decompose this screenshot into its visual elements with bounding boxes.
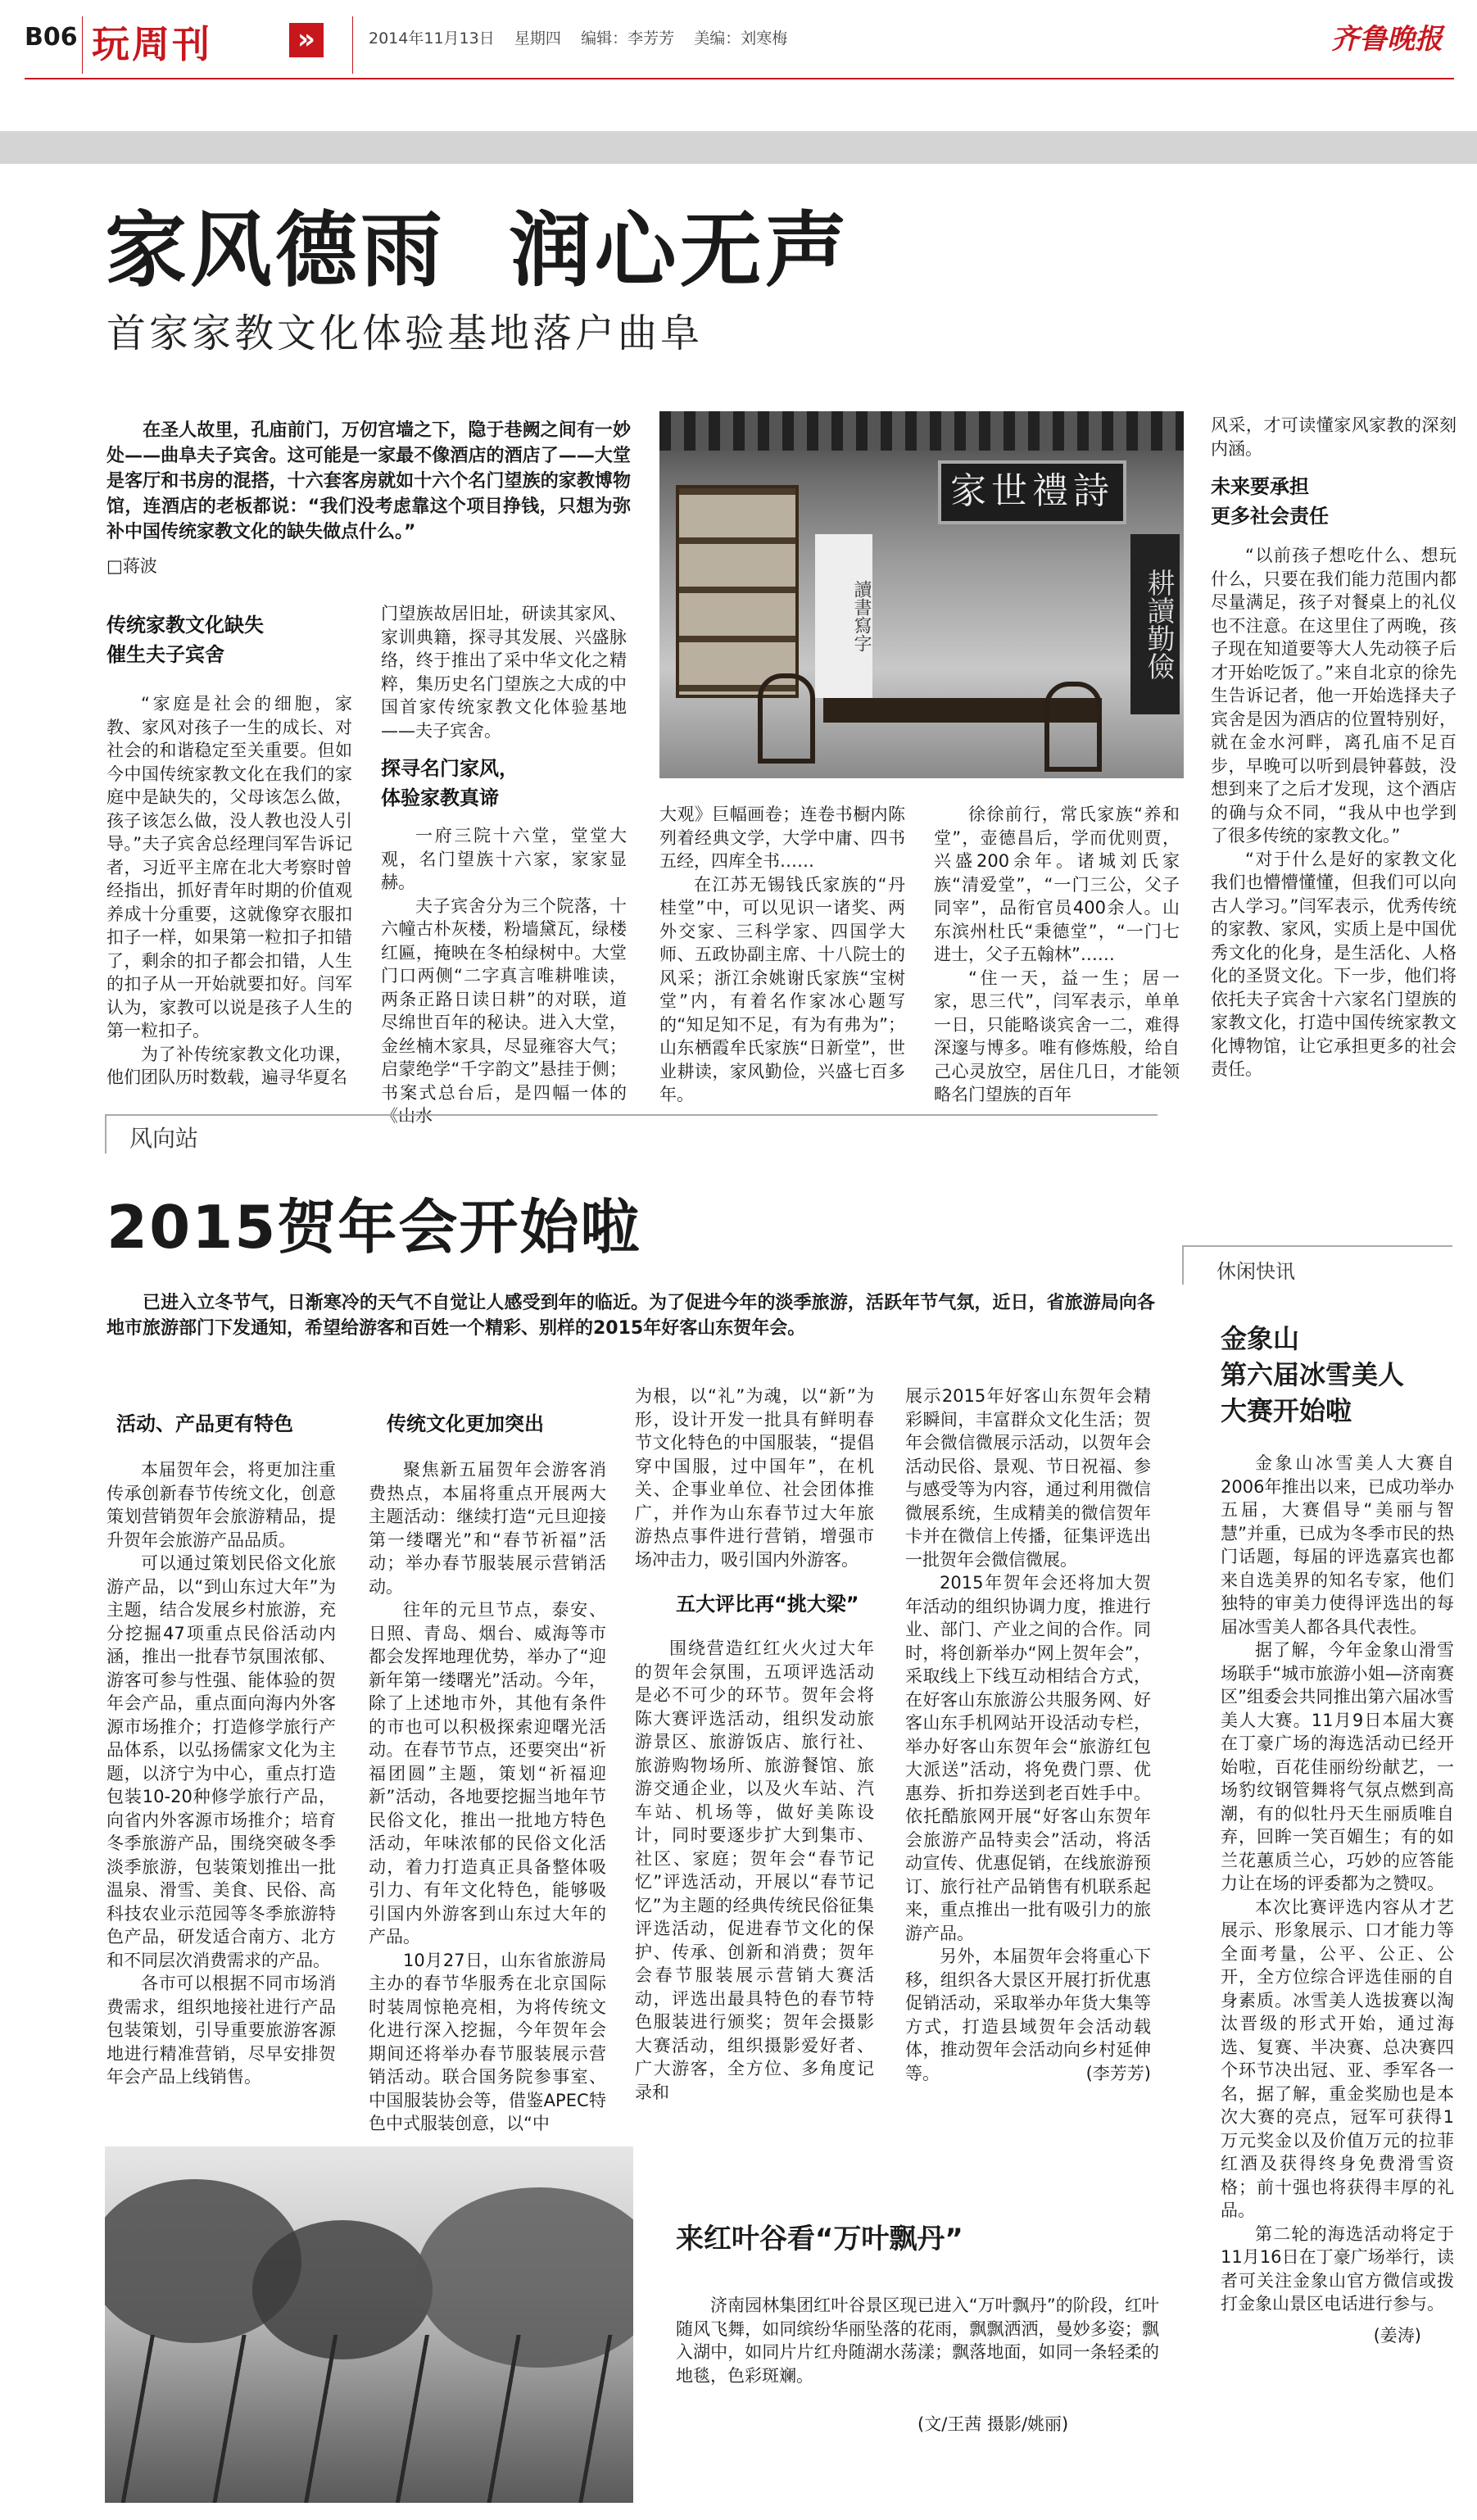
news-label-box <box>105 1114 1158 1153</box>
news-col2-paragraph: 聚焦新五届贺年会游客消费热点，本届将重点开展两大主题活动：继续打造“元旦迎接第一缕曙光”和“春节祈福”活动；举办春节服装展示营销活动。 <box>369 1460 606 1597</box>
issue-weekday: 星期四 <box>514 29 561 48</box>
lead-col3-paragraph: 大观》巨幅画卷；连卷书橱内陈列着经典文学，大学中庸、四书五经，四库全书…… <box>659 804 905 871</box>
sidebar-label-box <box>1182 1245 1452 1285</box>
news-title: 2015贺年会开始啦 <box>106 1193 641 1262</box>
news-label: 风向站 <box>129 1125 199 1152</box>
lead-column-1 <box>106 610 352 1090</box>
issue-date: 2014年11月13日 <box>369 29 495 48</box>
lead-byline: □蒋波 <box>106 556 157 576</box>
news-subhead-2: 传统文化更加突出 <box>387 1412 544 1435</box>
news-intro: 已进入立冬节气，日渐寒冷的天气不自觉让人感受到年的临近。为了促进今年的淡季旅游，活跃年节气氛，近日，省旅游局向各地市旅游部门下发通知，希望给游客和百姓一个精彩、别样的2015年好客山东贺年会。 <box>106 1293 1155 1339</box>
sidebar-byline: (姜涛) <box>1373 2325 1421 2346</box>
page-number: B06 <box>25 23 78 52</box>
photo-wall-plaque: 家世禮詩 <box>938 460 1126 524</box>
editor-credit: 编辑：李芳芳 <box>581 29 675 48</box>
lead-column-3 <box>659 803 905 1107</box>
lead-intro: 在圣人故里，孔庙前门，万仞宫墙之下，隐于巷阙之间有一妙处——曲阜夫子宾舍。这可能是一家最不像酒店的酒店了——大堂是客厅和书房的混搭，十六套客房就如十六个名门望族的家教博物馆，连酒店的老板都说：“我们没考虑靠这个项目挣钱，只想为弥补中国传统家教文化的缺失做点什么。” <box>106 420 631 542</box>
lead-subhead-2: 探寻名门家风， 体验家教真谛 <box>381 757 519 809</box>
sidebar-paragraph: 据了解，今年金象山滑雪场联手“城市旅游小姐—济南赛区”组委会共同推出第六届冰雪美人大赛。11月9日本届大赛在丁豪广场的海选活动已经开始啦，百花佳丽纷纷献艺，一场豹纹钢管舞将气氛点燃到高潮，有的似牡丹天生丽质唯自弃，回眸一笑百媚生；有的如兰花蕙质兰心，巧妙的应答能力让在场的评委都为之赞叹。 <box>1221 1640 1454 1893</box>
lead-column-5 <box>1211 414 1457 1081</box>
lead-subtitle: 首家家教文化体验基地落户曲阜 <box>106 310 704 356</box>
news-col1-paragraph: 各市可以根据不同市场消费需求，组织地接社进行产品包装策划，引导重要旅游客源地进行精准营销，尽早安排贺年会产品上线销售。 <box>106 1974 336 2087</box>
news-byline: (李芳芳) <box>1085 2064 1151 2083</box>
photo-couplet-right: 耕讀勤儉 <box>1130 534 1180 714</box>
lead-col4-paragraph: 徐徐前行，常氏家族“养和堂”，壶德昌后，学而优则贾，兴盛200余年。诸城刘氏家族“清爱堂”，“一门三公，父子同宰”，品衔官员400余人。山东滨州杜氏“秉德堂”，“一门七进士，父子五翰林”…… <box>934 804 1180 964</box>
lead-col5-paragraph: 风采，才可读懂家风家教的深刻内涵。 <box>1211 415 1457 459</box>
news-column-1 <box>106 1409 336 2089</box>
photo-bookshelf <box>676 485 799 698</box>
lead-col5-paragraph: “对于什么是好的家教文化我们也懵懵懂懂，但我们可以向古人学习。”闫军表示，优秀传统的家教、家风，实质上是中国优秀文化的化身，是生活化、人格化的圣贤文化。下一步，他们将依托夫子宾舍十六家名门望族的家教文化，打造中国传统家教文化博物馆，让它承担更多的社会责任。 <box>1211 849 1457 1079</box>
header-rule <box>25 78 1454 79</box>
header-meta <box>369 26 787 48</box>
sidebar-label: 休闲快讯 <box>1216 1260 1295 1283</box>
news-col4-paragraph: 另外，本届贺年会将重心下移，组织各大景区开展打折优惠促销活动，采取举办年货大集等方式，打造县域贺年会活动载体，推动贺年会活动向乡村延伸等。 <box>905 1947 1151 2083</box>
news-column-2 <box>369 1409 606 2136</box>
lead-col2-paragraph: 夫子宾舍分为三个院落，十六幢古朴灰楼，粉墙黛瓦，绿楼红匾，掩映在冬柏绿树中。大堂门口两侧“二字真言唯耕唯读，两条正路日读日耕”的对联，道尽绵世百年的秘诀。进入大堂，金丝楠木家具，尽显雍容大气；启蒙绝学“千字韵文”悬挂于侧；书案式总台后，是四幅一体的《山水 <box>381 895 627 1126</box>
lead-col2-paragraph: 门望族故居旧址，研读其家风、家训典籍，探寻其发展、兴盛脉络，终于推出了采中华文化之精粹，集历史名门望族之大成的中国首家传统家教文化体验基地——夫子宾舍。 <box>381 604 627 741</box>
sidebar-paragraph: 金象山冰雪美人大赛自2006年推出以来，已成功举办五届，大赛倡导“美丽与智慧”并重，已成为冬季市民的热门话题，每届的评选嘉宾也都来自选美界的知名专家，他们独特的审美力使得评选出的每届冰雪美人都各具代表性。 <box>1221 1453 1454 1637</box>
photo-chair-right <box>1044 682 1102 772</box>
news-col2-paragraph: 往年的元旦节点，泰安、日照、青岛、烟台、威海等市都会发挥地理优势，举办了“迎新年第一缕曙光”活动。今年，除了上述地市外，其他有条件的市也可以积极探索迎曙光活动。在春节节点，还要突出“祈福团圆”主题，策划“祈福迎新”活动，各地要挖掘当地年节民俗文化，推出一批地方特色活动，年味浓郁的民俗文化活动，着力打造真正具备整体吸引力、有年文化特色，能够吸引国内外游客到山东过大年的产品。 <box>369 1600 606 1947</box>
lead-subhead-1: 传统家教文化缺失 催生夫子宾舍 <box>106 614 264 666</box>
photo-ceiling-beams <box>659 411 1184 451</box>
lead-col5-paragraph: “以前孩子想吃什么、想玩什么，只要在我们能力范围内都尽量满足，孩子对餐桌上的礼仪也不注意。在这里住了两晚，孩子现在知道要等大人先动筷子后才开始吃饭了。”来自北京的徐先生告诉记者，他一开始选择夫子宾舍是因为酒店的位置特别好，就在金水河畔，离孔庙不足百步，早晚可以听到晨钟暮鼓，没想到来了之后才发现，这个酒店的确与众不同，“我从中也学到了很多传统的家教文化。” <box>1211 546 1457 845</box>
lead-col1-paragraph: “家庭是社会的细胞，家教、家风对孩子一生的成长、对社会的和谐稳定至关重要。但如今中国传统家教文化在我们的家庭中是缺失的，父母该怎么做，孩子该怎么做，没人教也没人引导。”夫子宾舍总经理闫军告诉记者，习近平主席在北大考察时曾经指出，抓好青年时期的价值观养成十分重要，这就像穿衣服扣扣子一样，如果第一粒扣子扣错了，剩余的扣子都会扣错，人生的扣子从一开始就要扣好。闫军认为，家教可以说是孩子人生的第一粒扣子。 <box>106 694 352 1040</box>
news-col4-paragraph: 展示2015年好客山东贺年会精彩瞬间，丰富群众文化生活；贺年会微信微展示活动，以贺年会活动民俗、景观、节日祝福、参与感受等为内容，通过利用微信微展系统，生成精美的微信贺年卡并在微信上传播，征集评选出一批贺年会微信微展。 <box>905 1386 1151 1570</box>
feature-credit: (文/王茜 摄影/姚丽) <box>917 2414 1069 2434</box>
header-divider-2 <box>352 16 353 74</box>
designer-credit: 美编：刘寒梅 <box>694 29 788 48</box>
sidebar-paragraph: 本次比赛评选内容从才艺展示、形象展示、口才能力等全面考量，公平、公正、公开，全方位综合评选佳丽的自身素质。冰雪美人选拔赛以淘汰晋级的形式开始，通过海选、复赛、半决赛、总决赛四个环节决出冠、亚、季军各一名，据了解，重金奖励也是本次大赛的亮点，冠军可获得1万元奖金以及价值万元的拉菲红酒及获得终身免费滑雪资格；前十强也将获得丰厚的礼品。 <box>1221 1897 1454 2220</box>
page-header <box>0 0 1477 82</box>
lead-subhead-3: 未来要承担 更多社会责任 <box>1211 475 1329 528</box>
sidebar-title: 金象山 第六届冰雪美人 大赛开始啦 <box>1221 1323 1405 1426</box>
news-subhead-1: 活动、产品更有特色 <box>116 1412 293 1435</box>
photo-tree-trunks <box>105 2335 633 2503</box>
news-column-4 <box>905 1385 1151 2085</box>
photo-scroll-panel: 讀書寫字 <box>815 534 872 698</box>
title-band <box>0 131 1477 164</box>
news-col2-paragraph: 10月27日，山东省旅游局主办的春节华服秀在北京国际时装周惊艳亮相，为将传统文化进行深入挖掘，今年贺年会期间还将举办春节服装展示营销活动。联合国务院参事室、中国服装协会等，借鉴APEC特色中式服装创意，以“中 <box>369 1950 606 2133</box>
lead-column-4 <box>934 803 1180 1107</box>
lead-col2-paragraph: 一府三院十六堂，堂堂大观，名门望族十六家，家家显赫。 <box>381 826 627 892</box>
lead-col3-paragraph: 在江苏无锡钱氏家族的“丹桂堂”中，可以见识一诸奖、两外交家、三科学家、四国学大师、五政协副主席、十八院士的风采；浙江余姚谢氏家族“宝树堂”内，有着名作家冰心题写的“知足知不足，有为有弗为”；山东栖霞牟氏家族“日新堂”，世业耕读，家风勤俭，兴盛七百多年。 <box>659 874 905 1104</box>
newspaper-logo: 齐鲁晚报 <box>1331 23 1443 56</box>
photo-chair-left <box>758 673 815 764</box>
news-column-3 <box>635 1385 874 2104</box>
news-col3-paragraph: 为根，以“礼”为魂，以“新”为形，设计开发一批具有鲜明春节文化特色的中国服装，“提倡穿中国服，过中国年”，在机关、企事业单位、社会团体推广，并作为山东春节过大年旅游热点事件进行营销，增强市场冲击力，吸引国内外游客。 <box>635 1386 874 1570</box>
lead-column-2 <box>381 602 627 1128</box>
chevron-right-icon: » <box>289 23 324 57</box>
feature-title: 来红叶谷看“万叶飘丹” <box>676 2223 963 2255</box>
sidebar-paragraph: 第二轮的海选活动将定于11月16日在丁豪广场举行，读者可关注金象山官方微信或拨打金象山景区电话进行参与。 <box>1221 2223 1454 2314</box>
news-col3-paragraph: 围绕营造红红火火过大年的贺年会氛围，五项评选活动是必不可少的环节。贺年会将陈大赛评选活动，组织发动旅游景区、旅游饭店、旅行社、旅游购物场所、旅游餐馆、旅游交通企业，以及火车站、汽车站、机场等，做好美陈设计，同时要逐步扩大到集市、社区、家庭；贺年会“春节记忆”评选活动，开展以“春节记忆”为主题的经典传统民俗征集评选活动，促进春节文化的保护、传承、创新和消费；贺年会春节服装展示营销大赛活动，评选出最具特色的春节特色服装进行颁奖；贺年会摄影大赛活动，组织摄影爱好者、广大游客，全方位、多角度记录和 <box>635 1638 874 2102</box>
news-col1-paragraph: 本届贺年会，将更加注重传承创新春节传统文化，创意策划营销贺年会旅游精品，提升贺年会旅游产品品质。 <box>106 1460 336 1550</box>
feature-body: 济南园林集团红叶谷景区现已进入“万叶飘丹”的阶段，红叶随风飞舞，如同缤纷华丽坠落的花雨，飘飘洒洒，曼妙多姿；飘入湖中，如同片片红舟随湖水荡漾；飘落地面，如同一条轻柔的地毯，色彩斑斓。 <box>676 2296 1159 2386</box>
news-subhead-3: 五大评比再“挑大梁” <box>676 1593 859 1616</box>
section-title: 玩周刊 <box>92 22 212 66</box>
red-leaf-valley-photo <box>105 2146 633 2503</box>
news-col1-paragraph: 可以通过策划民俗文化旅游产品，以“到山东过大年”为主题，结合发展乡村旅游，充分挖掘47项重点民俗活动内涵，推出一批春节氛围浓郁、游客可参与性强、能体验的贺年会产品，重点面向海内外客源市场推介；打造修学旅行产品体系，以弘扬儒家文化为主题，以济宁为中心，重点打造包装10-20种修学旅行产品，向省内外客源市场推介；培育冬季旅游产品，围绕突破冬季淡季旅游，包装策划推出一批温泉、滑雪、美食、民俗、高科技农业示范园等冬季旅游特色产品，研发适合南方、北方和不同层次消费需求的产品。 <box>106 1553 336 1970</box>
lead-col4-paragraph: “住一天，益一生；居一家，思三代”，闫军表示，单单一日，只能略谈宾舍一二，难得深邃与博多。唯有修炼般，给自己心灵放空，居住几日，才能领略名门望族的百年 <box>934 968 1180 1104</box>
news-col4-paragraph: 2015年贺年会还将加大贺年活动的组织协调力度，推进行业、部门、产业之间的合作。同时，将创新举办“网上贺年会”，采取线上下线互动相结合方式，在好客山东旅游公共服务网、好客山东手机网站开设活动专栏，举办好客山东贺年会“旅游红包大派送”活动，将免费门票、优惠券、折扣券送到老百姓手中。依托酷旅网开展“好客山东贺年会旅游产品特卖会”活动，将活动宣传、优惠促销，在线旅游预订、旅行社产品销售有机联系起来，重点推出一批有吸引力的旅游产品。 <box>905 1573 1151 1943</box>
lead-title: 家风德雨 润心无声 <box>105 202 850 298</box>
hotel-lobby-photo <box>659 411 1184 778</box>
header-divider-1 <box>82 16 83 74</box>
sidebar-body <box>1221 1452 1454 2347</box>
lead-col1-paragraph: 为了补传统家教文化功课，他们团队历时数载，遍寻华夏名 <box>106 1044 352 1087</box>
